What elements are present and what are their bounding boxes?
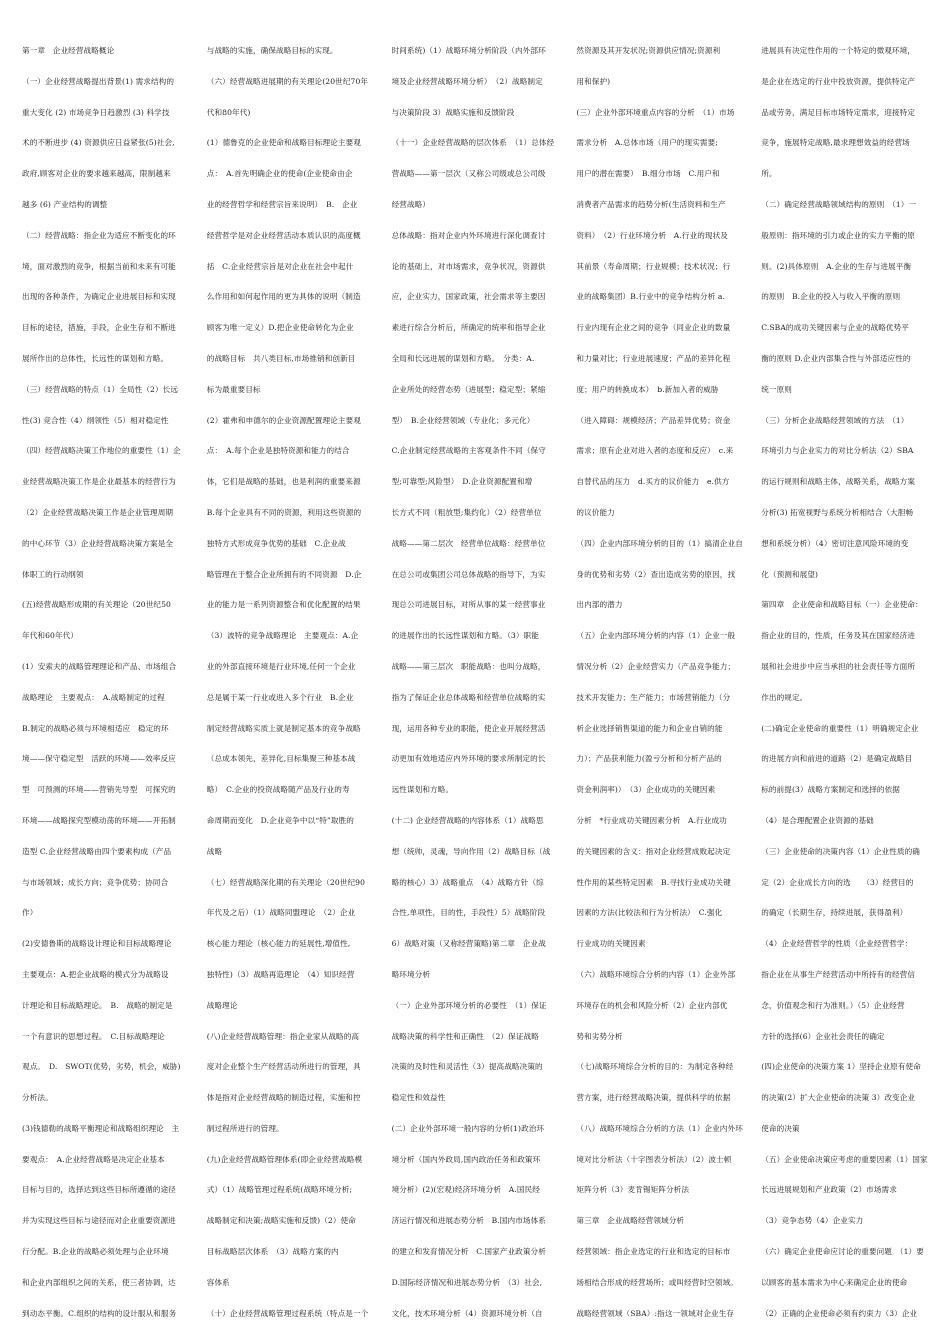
text-line: 与战略的实施，确保战略目标的实现。 <box>206 46 338 55</box>
text-line: （一）企业经营战略提出背景(1) 需求结构的 <box>22 76 175 86</box>
text-line: 第四章 企业使命和战略目标（一）企业使命： <box>761 600 923 610</box>
text-line: 业的能力是一系列资源整合和优化配置的结果 <box>206 600 361 610</box>
text-line: 目标的途径，措施，手段，企业生存和不断进 <box>22 323 176 333</box>
text-line: 么作用和如何起作用的更为具体的说明（制造 <box>206 292 361 302</box>
text-line: 用户的潜在需要） B.细分市场 C.用户和 <box>576 169 720 179</box>
text-line: 容体系 <box>206 1277 230 1287</box>
text-line: 术的不断进步 (4) 资源供应日益紧张(5)社会, <box>22 138 175 148</box>
text-line: 括 C.企业经营宗旨是对企业在社会中起什 <box>206 261 354 271</box>
text-line: 统一原则 <box>761 384 792 394</box>
text-line: 与市场领域；成长方向；竞争优势；协同合 <box>22 877 169 887</box>
text-column-1 <box>22 36 193 1326</box>
text-line: 环境存在的机会和风险分析（2）企业内部优 <box>576 1000 728 1010</box>
text-line: 场相结合形成的经营场所；或叫经营时空领域。 <box>576 1277 738 1287</box>
text-line: (1）德鲁克的企业使命和战略目标理论主要观 <box>206 138 361 148</box>
text-line: 核心能力理论（核心能力的延展性,增值性, <box>206 939 351 949</box>
text-line: 度；用户的转换成本） b.新加入者的威胁 <box>576 384 719 394</box>
text-line: （七)战略环境综合分析的目的：为制定各种经 <box>576 1062 734 1072</box>
text-line: 力）；产品获利能力(盈亏分析和分析产品的 <box>576 754 722 764</box>
text-line: (四)企业使命的决策方案 1）坚持企业原有使命 <box>761 1062 921 1072</box>
text-line: 体是指对企业经营战略的制造过程，实施和控 <box>206 1093 361 1103</box>
text-line: 化（预测和展望) <box>761 569 819 579</box>
text-line: 战略制定和决策;战略实施和反馈)（2）使命 <box>206 1216 356 1226</box>
text-line: 分析 *行业成功关键因素分析 A.行业成功 <box>576 815 727 825</box>
text-line: 展所作出的总体性，长远性的谋划和方略。 <box>22 353 169 363</box>
text-line: 作出的规定。 <box>761 692 808 702</box>
text-line: 想（统帅，灵魂，导向作用（2）战略目标（战 <box>391 846 551 856</box>
text-line: 作） <box>22 908 38 918</box>
text-line: 竞争，施展特定战略,最求理想效益的经营场 <box>761 138 910 148</box>
text-line: D.国际经济情况和进展态势分析 （3）社会, <box>391 1277 543 1287</box>
text-line: 业的外部直接环境是行业环境,任何一个企业 <box>206 661 356 671</box>
text-line: 略环境分析 <box>391 969 431 979</box>
text-line: 度对企业整个生产经营活动所进行的管理，具 <box>206 1062 361 1072</box>
text-line: 资金利润率)） （3）企业成功的关键因素 <box>576 785 716 795</box>
text-line: 目标与目的，选择达到这些目标所遵循的途径 <box>22 1185 176 1195</box>
text-line: （三）企业使命的决策内容（1）企业性质的确 <box>761 846 920 856</box>
text-line: 出内部的潜力 <box>576 600 623 610</box>
text-line: 年代及之后）（1）战略同盟理论 （2）企业 <box>206 908 356 918</box>
text-line: 点： A.每个企业是独特资源和能力的结合 <box>206 446 350 456</box>
text-column-2 <box>207 36 378 1326</box>
text-line: 的进展作出的长远性谋划和方略。（3）职能 <box>391 631 539 641</box>
document-page <box>22 36 932 1326</box>
text-line: (九)企业经营战略管理体系(即企业经营战略模 <box>206 1154 363 1164</box>
text-line: 需求分析 A.总体市场（用户的现实需要; <box>576 138 718 148</box>
text-line: 指企业在从事生产经营活动中所持有的经营信 <box>761 969 916 979</box>
text-line: （4）企业经营哲学的性质（企业经营哲学： <box>761 939 913 949</box>
text-line: （三）经营战略的特点（1）全局性（2）长远 <box>22 384 179 394</box>
text-line: 出现的各种条件，为确定企业进展目标和实现 <box>22 292 176 302</box>
text-line: （一）企业外部环境分析的必要性 （1）保证 <box>391 1000 547 1010</box>
text-line: 境及企业经营战略环境分析） （2）战略制定 <box>391 76 543 86</box>
text-line: （三）分析企业战略经营领域的方法 （1） <box>761 415 909 425</box>
text-line: 总是属于某一行业或进入多个行业 B.企业 <box>206 692 354 702</box>
text-line: 代和80年代) <box>206 107 251 117</box>
text-line: (五)经营战略形成期的有关理论（20世纪50 <box>22 600 171 610</box>
text-line: 行分配。B.企业的战略必须处理与企业环境 <box>22 1247 169 1257</box>
text-line: （七）经营战略深化期的有关理论（20世纪90 <box>206 877 366 887</box>
text-line: （六）经营战略进展期的有关理论(20世纪70年 <box>206 76 369 86</box>
text-line: 独特方式形成竞争优势的基础 C.企业战 <box>206 538 346 548</box>
text-line: 品或劳务，满足目标市场特定需求，迎接特定 <box>761 107 916 117</box>
text-line: 的中心环节（3）企业经营战略决策方案是全 <box>22 538 174 548</box>
text-line: （六）确定企业使命应讨论的重要问题 （1）要 <box>761 1247 924 1257</box>
text-line: (二）企业外部环境一般内容的分析(1)政治环 <box>391 1123 545 1133</box>
text-line: 决策的及时性和灵活性（3）提高战略决策的 <box>391 1062 543 1072</box>
text-line: 定（2）企业成长方向的选 （3）经营目的 <box>761 877 914 887</box>
text-line: 环境引力与企业实力的对比分析法（2）SBA <box>761 446 914 456</box>
text-line: 现总公司进展目标，对所从事的某一经营事业 <box>391 600 546 610</box>
text-line: 企业所处的经营态势（进展型；稳定型；紧缩 <box>391 384 546 394</box>
text-line: 到动态平衡。C.组织的结构的设计服从和服务 <box>22 1308 177 1318</box>
text-line: 合性,单项性，目的性，手段性）5）战略阶段 <box>391 908 546 918</box>
text-line: 文化，技术环境分析（4）资源环境分析（自 <box>391 1308 543 1318</box>
text-line: 进展具有决定性作用的一个特定的微观环境， <box>761 46 916 55</box>
text-line: 济运行情况和进展态势分析 B.国内市场体系 <box>391 1216 546 1226</box>
text-line: 命周期而变化 D.企业竞争中以“特”取胜的 <box>206 815 354 825</box>
text-line: （2）正确的企业使命必须有约束力（3）企业 <box>761 1308 918 1318</box>
text-line: 和力量对比；行业进展速度；产品的差异化程 <box>576 353 731 363</box>
text-line: 素进行综合分析后，所确定的统率和指导企业 <box>391 323 546 333</box>
text-line: 境分析（国内外政局,国内政治任务和政策环 <box>391 1154 541 1164</box>
text-line: 境，面对激烈的竞争，根据当前和未来有可能 <box>22 261 176 271</box>
text-line: 然资源及其开发状况;资源供应情况;资源利 <box>576 46 721 55</box>
text-line: 略的核心）3）战略重点 （4）战略方针（综 <box>391 877 544 887</box>
text-line: (2)安德鲁斯的战略设计理论和目标战略理论 <box>22 939 172 949</box>
text-line: 标为最重要目标 <box>206 384 261 394</box>
text-line: 总体战略：指对企业内外环境进行深化调查讨 <box>391 230 546 240</box>
text-line: （总成本领先，差异化,目标集聚三种基本战 <box>206 754 356 764</box>
text-column-4 <box>576 36 747 1326</box>
text-line: 的战略目标 共八类目标,市场推销和创新目 <box>206 353 356 363</box>
text-line: 的决策(2）扩大企业使命的决策 3）改变企业 <box>761 1093 916 1103</box>
text-line: 念，价值观念和行为准则。）（5）企业经营 <box>761 1000 905 1010</box>
text-line: （五）企业使命决策应考虑的重要因素（1）国家 <box>761 1154 928 1164</box>
text-line: （四）经营战略决策工作地位的重要性（1）企 <box>22 446 181 456</box>
text-line: (二)确定企业使命的重要性（1）明确规定企业 <box>761 723 919 733</box>
text-line: 时间系统)（1）战略环境分析阶段（内外部环 <box>391 46 546 55</box>
text-line: 用和保护) <box>576 76 611 86</box>
text-line: 方针的选择(6）企业社会责任的确定 <box>761 1031 885 1041</box>
text-line: 政府,顾客对企业的要求越来越高，限制越来 <box>22 169 171 179</box>
text-line: 的建立和发育情况分析 C.国家产业政策分析 <box>391 1247 546 1257</box>
text-line: 战略——第二层次 经营单位战略：经营单位 <box>391 538 546 548</box>
text-line: (3)钱德勒的战略平衡理论和战略组织理论 主 <box>22 1123 180 1133</box>
text-line: 动更加有效地适应内外环境的要求所制定的长 <box>391 754 546 764</box>
text-line: 标的前提(3）战略方案制定和选择的依据 <box>761 785 900 795</box>
text-line: 境——保守稳定型 活跃的环境——效率反应 <box>22 754 176 764</box>
text-line: 第三章 企业战略经营领域分析 <box>576 1216 685 1226</box>
text-line: 需求；原有企业对进入者的态度和反应） c.来 <box>576 446 734 456</box>
text-line: 战略——第三层次 职能战略：也叫分战略， <box>391 661 546 671</box>
text-line: (1）安索夫的战略管理理论和产品、市场组合 <box>22 661 177 671</box>
text-line: 身的优势和劣势（2）查出造成劣势的原因，找 <box>576 569 736 579</box>
text-line: 性(3) 竞合性（4）纲领性（5）相对稳定性 <box>22 415 169 425</box>
text-line: 点： A.首先明确企业的使命(企业使命由企 <box>206 169 353 179</box>
text-line: 战略决策的科学性和正确性 （2）保证战略 <box>391 1031 539 1041</box>
text-line: （4）是合理配置企业资源的基础 <box>761 815 874 825</box>
text-line: C.企业制定经营战略的主客观条件不同（保守 <box>391 446 546 456</box>
text-line: 想和系统分析）（4）密切注意风险环境的变 <box>761 538 909 548</box>
text-line: （十）企业经营战略管理过程系统（特点是一个 <box>206 1308 369 1318</box>
text-line: 的运行规则和战略主体，战略关系，战略方案 <box>761 477 916 487</box>
text-line: 行业内现有企业之间的竞争（同业企业的数量 <box>576 323 731 333</box>
text-line: 情况分析（2）企业经营实力（产品竞争能力； <box>576 661 736 671</box>
text-line: 型;可靠型;风险型） D.企业资源配置和增 <box>391 477 533 487</box>
text-line: (十二) 企业经营战略的内容体系（1）战略思 <box>391 815 544 825</box>
text-line: 析企业选择销售渠道的能力和企业自销的能 <box>576 723 723 733</box>
text-line: B.每个企业具有不同的资源，利用这些资源的 <box>206 507 362 517</box>
text-line: (三）企业外部环境重点内容的分析 （1）市场 <box>576 107 735 117</box>
text-line: 长远进展规划和产业政策（2）市场需求 <box>761 1185 897 1195</box>
text-line: 经营领域：指企业选定的行业和选定的目标市 <box>576 1247 731 1257</box>
text-line: （进入障碍：规模经济；产品差异优势；资金 <box>576 415 731 425</box>
text-line: 技术开发能力；生产能力；市场营销能力（分 <box>576 692 731 702</box>
text-line: 则。(2)具体原则 A.企业的生存与进展平衡 <box>761 261 912 271</box>
text-line: 的原则 B.企业的投入与收入平衡的原则 <box>761 292 901 302</box>
text-column-5 <box>761 36 932 1326</box>
text-line: 应，企业实力，国家政策，社会需求等主要因 <box>391 292 546 302</box>
text-line: 年代和60年代） <box>22 631 79 641</box>
text-line: 论的基础上，对市场需求，竞争状况，资源供 <box>391 261 546 271</box>
text-line: （3）竞争态势（4）企业实力 <box>761 1216 864 1226</box>
text-line: （十一）企业经营战略的层次体系 （1）总体经 <box>391 138 555 148</box>
text-line: C.SBA的成功关键因素与企业的战略优势平 <box>761 323 910 333</box>
text-line: 消费者产品需求的趋势分析(生活资料和生产 <box>576 199 726 209</box>
text-line: 观点。 D. SWOT(优势，劣势，机会，威胁) <box>22 1062 181 1072</box>
text-line: 营战略——第一层次（又称公司级或总公司级 <box>391 169 546 179</box>
text-line: 越多 (6) 产业结构的调整 <box>22 199 108 209</box>
text-line: 一个有意识的思想过程。 C.目标战略理论 <box>22 1031 165 1041</box>
text-line: 资料） （2）行业环境分析 A.行业的现状及 <box>576 230 728 240</box>
text-line: 使命的决策 <box>761 1123 800 1133</box>
text-line: （二）确定经营战略领域结构的原则 （1）一 <box>761 199 917 209</box>
text-line: 战略经营领域（SBA）:指这一领域对企业生存 <box>576 1308 735 1318</box>
text-line: 的关键因素的含义：指对企业经营成败起决定 <box>576 846 731 856</box>
text-line: 战略理论 <box>206 1000 238 1010</box>
text-line: 全局和长远进展的谋划和方略。 分类：A. <box>391 353 535 363</box>
text-line: 业的战略集团）B.行业中的竞争结构分析 a. <box>576 292 726 302</box>
text-line: 现，运用各种专业的职能，使企业开展经营活 <box>391 723 546 733</box>
text-line: （六）战略环境综合分析的内容（1）企业外部 <box>576 969 736 979</box>
text-line: 营方案，进行经营战略决策，提供科学的依据 <box>576 1093 731 1103</box>
text-line: 重大变化 (2) 市场竞争日趋激烈 (3) 科学技 <box>22 107 170 117</box>
text-line: 势和劣势分析 <box>576 1031 623 1041</box>
text-column-3 <box>392 36 563 1326</box>
text-line: 经营战略） <box>391 199 431 209</box>
text-line: 与决策阶段 3）战略实施和反馈阶段 <box>391 107 515 117</box>
text-line: 制过程所进行的管理。 <box>206 1123 284 1133</box>
text-line: （3）波特的竞争战略理论 主要观点：A.企 <box>206 631 359 641</box>
text-line: 因素的方法(比较法和行为分析法） C.强化 <box>576 908 723 918</box>
text-line: (2）霍弗和申德尔的企业资源配置理论主要观 <box>206 415 361 425</box>
text-line: 第一章 企业经营战略概论 <box>22 46 115 55</box>
text-line: 体职工的行动纲领 <box>22 569 84 579</box>
text-line: 自替代品的压力 d.买方的议价能力 e.供方 <box>576 477 730 487</box>
text-line: 顾客为唯一定义）D.把企业使命转化为企业 <box>206 323 354 333</box>
text-line: 其前景（寿命周期；行业规模；技术状况；行 <box>576 261 731 271</box>
text-line: 6）战略对策（又称经营策略)第二章 企业战 <box>391 939 546 949</box>
text-line: 业经营战略决策工作是企业最基本的经营行为 <box>22 477 176 487</box>
text-line: 的确定（长期生存，持续进展，获得盈利） <box>761 908 908 918</box>
text-line: 般原则：指环境的引力或企业的实力平衡的原 <box>761 230 916 240</box>
text-line: 型 可预测的环境——营销先导型 可探究的 <box>22 785 176 795</box>
text-line: 的进展方向和前进的道路（2）是确定战略目 <box>761 754 913 764</box>
text-line: 矩阵分析（3）麦肯锡矩阵分析法 <box>576 1185 690 1195</box>
text-line: 行业成功的关键因素 <box>576 939 646 949</box>
text-line: 的议价能力 <box>576 507 615 517</box>
text-line: （四）企业内部环境分析的目的（1）搞清企业自 <box>576 538 743 548</box>
text-line: 性作用的某些特定因素 B.寻找行业成功关键 <box>576 877 731 887</box>
text-line: 略） C.企业的投资战略随产品及行业的寿 <box>206 785 350 795</box>
text-line: 展和社会进步中应当承担的社会责任等方面所 <box>761 661 916 671</box>
text-line: 战略 <box>206 846 223 856</box>
text-line: （2）企业经营战略决策工作是企业管理周期 <box>22 507 174 517</box>
text-line: （五）企业内部环境分析的内容（1）企业一般 <box>576 631 736 641</box>
text-line: （二）经营战略：指企业为适应不断变化的环 <box>22 230 176 240</box>
text-line: (八)企业经营战略管理：指企业家从战略的高 <box>206 1031 360 1041</box>
text-line: 并为实现这些目标与途径而对企业重要资源进 <box>22 1216 176 1226</box>
text-line: 战略理论 主要观点： A.战略制定的过程 <box>22 692 165 702</box>
text-line: 分析(3) 拓宽视野与系统分析相结合（大胆畅 <box>761 507 914 517</box>
text-line: 制定经营战略实质上就是制定基本的竞争战略 <box>206 723 361 733</box>
text-line: （八）战略环境综合分析的方法（1）企业内外环 <box>576 1123 743 1133</box>
text-line: 要观点： A.企业经营战略是决定企业基本 <box>22 1154 165 1164</box>
text-line: 指为了保证企业总体战略和经营单位战略的实 <box>391 692 546 702</box>
text-line: 是企业在选定的行业中投放资源，提供特定产 <box>761 76 916 86</box>
text-line: 主要观点：A.把企业战略的模式分为战略设 <box>22 969 169 979</box>
text-line: 境分析）(2)(宏观)经济环境分析 A.国民经 <box>391 1185 540 1195</box>
text-line: 独特性)（3）战略再造理论 （4）知识经营 <box>206 969 355 979</box>
text-line: 境对比分析法（十字图表分析法）（2）波士顿 <box>576 1154 732 1164</box>
text-line: 体，它们是战略的基础，也是利润的重要来源 <box>206 477 361 487</box>
text-line: 计理论和目标战略理论。 B. 战略的制定是 <box>22 1000 173 1010</box>
text-line: 和企业内部组织之间的关系，使三者协调，达 <box>22 1277 176 1287</box>
text-line: 业的经营哲学和经营宗旨来说明） B. 企业 <box>206 199 358 209</box>
text-line: 环境——战略探究型模动荡的环境——开拓制 <box>22 815 176 825</box>
text-line: 目标战略层次体系 （3）战略方案的内 <box>206 1247 339 1257</box>
text-line: 稳定性和效益性 <box>391 1093 446 1103</box>
text-line: B.制定的战略必须与环境相适应 稳定的环 <box>22 723 169 733</box>
text-line: 在总公司或集团公司总体战略的指导下，为实 <box>391 569 546 579</box>
text-line: 分析法。 <box>22 1093 53 1103</box>
text-line: 所。 <box>761 169 777 179</box>
text-line: 长方式不同（粗放型;集约化）（2）经营单位 <box>391 507 542 517</box>
text-line: 指企业的目的，性质，任务及其在国家经济进 <box>761 631 916 641</box>
text-line: 远性谋划和方略。 <box>391 785 454 795</box>
text-line: 略管理在于整合企业所拥有的不同资源 D.企 <box>206 569 362 579</box>
text-line: 经营哲学是对企业经营活动本质认识的高度概 <box>206 230 361 240</box>
text-line: 式）（1）战略管理过程系统(战略环境分析; <box>206 1185 353 1195</box>
text-line: 型） B.企业经营领域（专业化；多元化） <box>391 415 535 425</box>
text-line: 衡的原则 D.企业内部集合性与外部适应性的 <box>761 353 911 363</box>
text-line: 以顾客的基本需求为中心来确定企业的使命 <box>761 1277 908 1287</box>
text-line: 造型 C.企业经营战略由四个要素构成（产品 <box>22 846 172 856</box>
